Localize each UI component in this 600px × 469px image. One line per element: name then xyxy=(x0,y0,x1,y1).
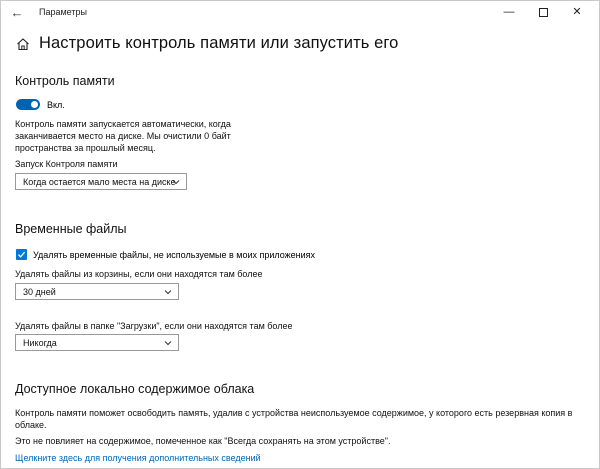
title-bar xyxy=(1,1,599,25)
run-storage-sense-value: Когда остается мало места на диске xyxy=(23,177,176,187)
storage-sense-toggle[interactable] xyxy=(16,99,40,110)
maximize-button[interactable] xyxy=(527,1,559,23)
cloud-description-line-2: облаке. xyxy=(15,420,47,430)
storage-sense-description-line-2: заканчивается место на диске. Мы очистили 0 байт xyxy=(15,131,231,141)
toggle-label: Вкл. xyxy=(47,100,65,110)
run-storage-sense-dropdown[interactable] xyxy=(15,173,187,190)
section-title-storage-sense: Контроль памяти xyxy=(15,74,115,88)
recycle-bin-dropdown[interactable] xyxy=(15,283,179,300)
close-button[interactable]: ✕ xyxy=(572,6,582,18)
checkmark-icon xyxy=(17,250,26,259)
maximize-icon xyxy=(539,8,548,17)
storage-sense-description-line-1: Контроль памяти запускается автоматически, когда xyxy=(15,119,231,129)
minimize-button[interactable]: — xyxy=(503,6,515,18)
chevron-down-icon xyxy=(164,339,172,347)
cloud-description-line-1: Контроль памяти поможет освободить память, удалив с устройства неиспользуемое содержимое, у которого есть резервная копия в xyxy=(15,408,573,418)
app-title: Параметры xyxy=(39,7,87,17)
recycle-bin-label: Удалять файлы из корзины, если они находятся там более xyxy=(15,269,263,279)
chevron-down-icon xyxy=(172,178,180,186)
downloads-dropdown[interactable] xyxy=(15,334,179,351)
section-title-temporary-files: Временные файлы xyxy=(15,222,127,236)
delete-temp-files-checkbox[interactable] xyxy=(16,249,27,260)
back-arrow-icon[interactable]: ← xyxy=(10,5,24,20)
section-title-cloud-content: Доступное локально содержимое облака xyxy=(15,382,255,396)
home-icon[interactable] xyxy=(16,37,30,51)
toggle-knob xyxy=(31,101,38,108)
storage-sense-description-line-3: пространства за прошлый месяц. xyxy=(15,143,156,153)
cloud-note: Это не повлияет на содержимое, помеченное как "Всегда сохранять на этом устройстве". xyxy=(15,436,391,446)
page-title: Настроить контроль памяти или запустить его xyxy=(39,34,399,52)
more-info-link[interactable]: Щелкните здесь для получения дополнительных сведений xyxy=(15,453,261,463)
chevron-down-icon xyxy=(164,288,172,296)
delete-temp-files-label: Удалять временные файлы, не используемые в моих приложениях xyxy=(33,250,316,260)
downloads-label: Удалять файлы в папке "Загрузки", если они находятся там более xyxy=(15,321,293,331)
recycle-bin-value: 30 дней xyxy=(23,287,56,297)
run-storage-sense-label: Запуск Контроля памяти xyxy=(15,159,118,169)
downloads-value: Никогда xyxy=(23,338,57,348)
